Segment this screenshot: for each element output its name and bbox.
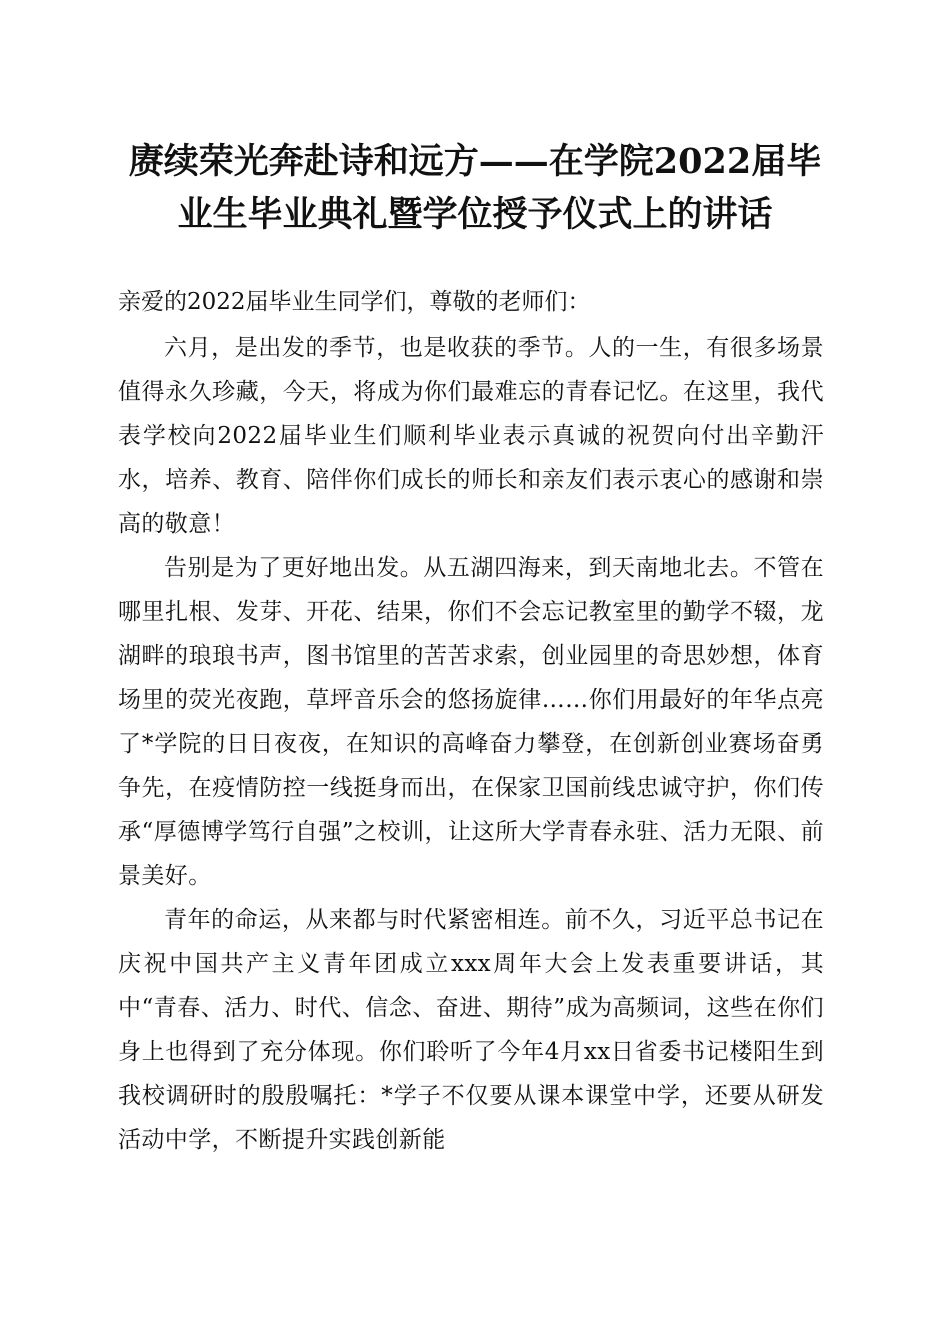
salutation: 亲爱的2022届毕业生同学们，尊敬的老师们：	[118, 289, 591, 315]
document-title	[100, 135, 850, 241]
paragraph-2: 告别是为了更好地出发。从五湖四海来，到天南地北去。不管在哪里扎根、发芽、开花、结果，你们不会忘记教室里的勤学不辍，龙湖畔的琅琅书声，图书馆里的苦苦求索，创业园里的奇思妙想，体育场里的荧光夜跑，草坪音乐会的悠扬旋律……你们用最好的年华点亮了*学院的日日夜夜，在知识的高峰奋力攀登，在创新创业赛场奋勇争先，在疫情防控一线挺身而出，在保家卫国前线忠诚守护，你们传承“厚德博学笃行自强”之校训，让这所大学青春永驻、活力无限、前景美好。	[118, 555, 824, 889]
title-line-2: 业生毕业典礼暨学位授予仪式上的讲话	[177, 194, 773, 235]
document-body	[118, 280, 824, 1162]
paragraph-3: 青年的命运，从来都与时代紧密相连。前不久，习近平总书记在庆祝中国共产主义青年团成立xxx周年大会上发表重要讲话，其中“青春、活力、时代、信念、奋进、期待”成为高频词，这些在你们身上也得到了充分体现。你们聆听了今年4月xx日省委书记楼阳生到我校调研时的殷殷嘱托：*学子不仅要从课本课堂中学，还要从研发活动中学，不断提升实践创新能	[118, 907, 824, 1153]
title-line-1: 赓续荣光奔赴诗和远方——在学院2022届毕	[128, 141, 822, 182]
paragraph-1: 六月，是出发的季节，也是收获的季节。人的一生，有很多场景值得永久珍藏，今天，将成为你们最难忘的青春记忆。在这里，我代表学校向2022届毕业生们顺利毕业表示真诚的祝贺向付出辛勤汗水，培养、教育、陪伴你们成长的师长和亲友们表示衷心的感谢和崇高的敬意！	[118, 335, 824, 537]
